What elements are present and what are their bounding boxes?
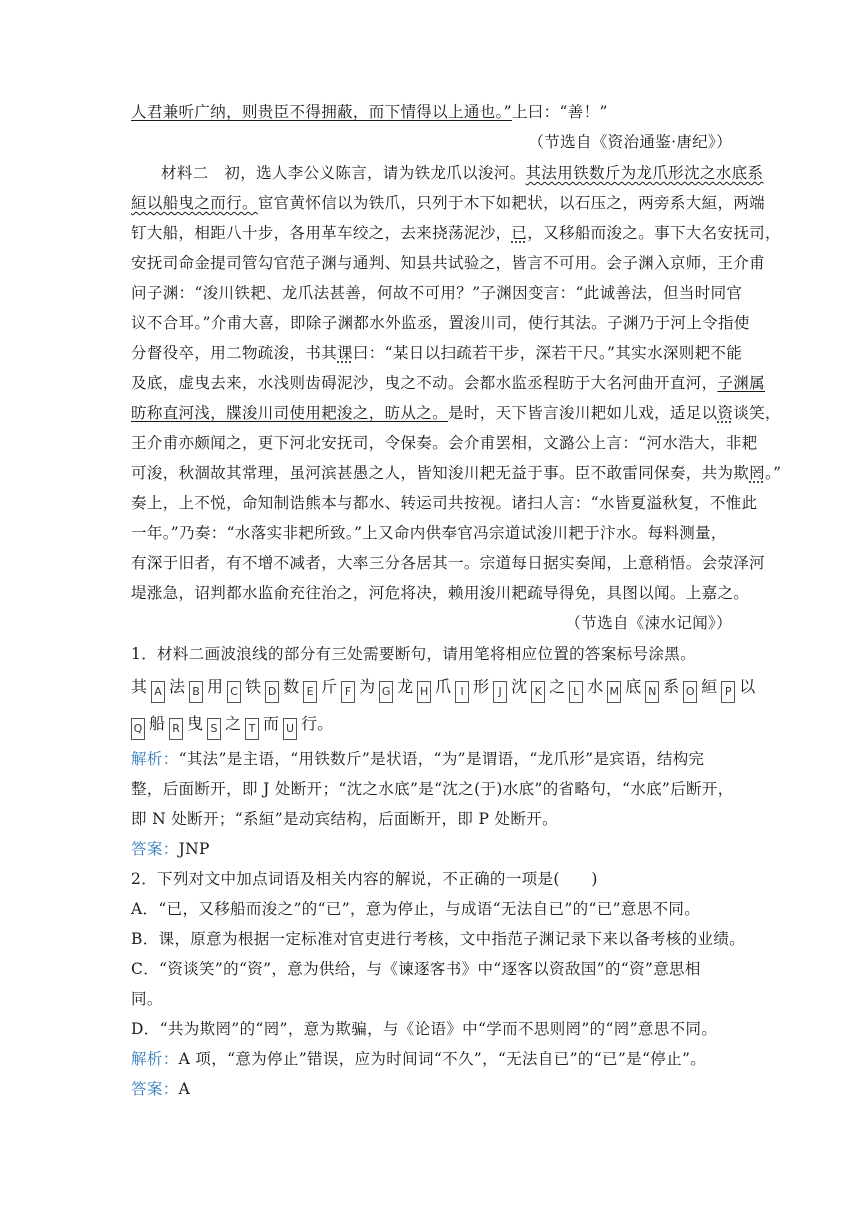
text-line: 及底，虚曳去来，水浅则齿碍泥沙，曳之不动。会都水监丞程昉于大名河曲开直河，子渊属 [131, 374, 766, 392]
answer-box[interactable]: K [531, 681, 545, 703]
text-line: 奏上，上不悦，命知制诰熊本与都水、转运司共按视。诸扫人言：“水皆夏溢秋复，不惟此 [131, 494, 758, 512]
option-a: A．“已，又移船而浚之”的“已”，意为停止，与成语“无法自已”的“已”意思不同。 [131, 900, 701, 918]
sentence-char: 船 [149, 714, 166, 733]
analysis-line: 解析：“其法”是主语，“用铁数斤”是状语，“为”是谓语，“龙爪形”是宾语，结构完 [131, 750, 705, 768]
sentence-char: 铁 [245, 677, 262, 696]
underlined-sentence: 人君兼听广纳，则贵臣不得拥蔽，而下情得以上通也。” [131, 103, 512, 121]
text-line: 堤涨急，诏判都水监俞充往治之，河危将决，赖用浚川耙疏导得免，具图以闻。上嘉之。 [131, 584, 750, 602]
answer-line: 答案：A [131, 1080, 191, 1098]
sentence-char: 法 [169, 677, 186, 696]
sentence-char: 数 [283, 677, 300, 696]
dotted-word: 罔 [749, 464, 766, 482]
text-line: 钉大船，相距八十步，各用革车绞之，去来挠荡泥沙，已，又移船而浚之。事下大名安抚司， [131, 224, 781, 242]
text-line: 分督役卒，用二物疏浚，书其课曰：“某日以扫疏若干步，深若干尺。”其实水深则耙不能 [131, 344, 743, 362]
answer-box[interactable]: I [455, 681, 469, 703]
sentence-char: 为 [359, 677, 376, 696]
sentence-char: 水 [587, 677, 604, 696]
sentence-char: 曳 [187, 714, 204, 733]
analysis-line: 整，后面断开，即 J 处断开；“沈之水底”是“沈之(于)水底”的省略句，“水底”后断开， [131, 780, 734, 798]
option-c-cont: 同。 [131, 990, 163, 1008]
answer-box[interactable]: Q [131, 718, 145, 740]
sentence-char: 之 [225, 714, 242, 733]
sentence-char: 斤 [321, 677, 338, 696]
answer-box[interactable]: R [169, 718, 183, 740]
sentence-char: 形 [473, 677, 490, 696]
dotted-word: 资 [717, 404, 734, 422]
answer-box-row-1 [131, 673, 755, 703]
answer-box[interactable]: E [303, 681, 317, 703]
wavy-underlined-text: 絙以船曳之而行。 [131, 194, 258, 212]
dotted-word: 已 [511, 224, 528, 242]
sentence-char: 用 [207, 677, 224, 696]
question-2-stem: 2．下列对文中加点词语及相关内容的解说，不正确的一项是( ) [131, 870, 598, 888]
source-note: （节选自《涑水记闻》） [565, 614, 732, 632]
analysis-line: 解析：A 项，“意为停止”错误，应为时间词“不久”，“无法自已”的“已”是“停止”。 [131, 1050, 707, 1068]
answer-box[interactable]: G [379, 681, 393, 703]
answer-box[interactable]: M [607, 681, 621, 703]
text-line: 昉称直河浅，牒浚川司使用耙浚之，昉从之。是时，天下皆言浚川耙如儿戏，适足以资谈笑， [131, 404, 781, 422]
answer-box[interactable]: C [227, 681, 241, 703]
answer-box[interactable]: P [721, 681, 735, 703]
answer-box[interactable]: D [265, 681, 279, 703]
sentence-char: 其 [131, 677, 148, 696]
answer-box[interactable]: O [683, 681, 697, 703]
sentence-char: 沈 [511, 677, 528, 696]
analysis-label: 解析： [131, 750, 179, 768]
answer-box[interactable]: A [151, 681, 165, 703]
sentence-char: 行。 [301, 714, 334, 733]
sentence-char: 底 [625, 677, 642, 696]
answer-box[interactable]: T [245, 718, 259, 740]
text-line: 有深于旧者，有不增不减者，大率三分各居其一。宗道每日据实奏闻，上意稍悟。会荥泽河 [131, 554, 766, 572]
analysis-line: 即 N 处断开；“系絙”是动宾结构，后面断开，即 P 处断开。 [131, 810, 558, 828]
wavy-underlined-text: 其法用铁数斤为龙爪形沈之水底系 [525, 164, 764, 182]
sentence-char: 以 [739, 677, 756, 696]
source-note: （节选自《资治通鉴·唐纪》） [528, 133, 732, 151]
answer-box[interactable]: N [645, 681, 659, 703]
sentence-char: 之 [549, 677, 566, 696]
text-line: 絙以船曳之而行。宦官黄怀信以为铁爪，只列于木下如耙状，以石压之，两旁系大絙，两端 [131, 194, 766, 212]
option-b: B．课，原意为根据一定标准对官吏进行考核，文中指范子渊记录下来以备考核的业绩。 [131, 930, 746, 948]
answer-box[interactable]: F [341, 681, 355, 703]
text-line: 人君兼听广纳，则贵臣不得拥蔽，而下情得以上通也。”上曰：“善！” [131, 103, 608, 121]
answer-box[interactable]: L [569, 681, 583, 703]
text-line: 可浚，秋涸故其常理，虽河滨甚愚之人，皆知浚川耙无益于事。臣不敢雷同保奏，共为欺罔。” [131, 464, 782, 482]
sentence-char: 而 [263, 714, 280, 733]
answer-box[interactable]: U [283, 718, 297, 740]
answer-box[interactable]: S [207, 718, 221, 740]
sentence-char: 爪 [435, 677, 452, 696]
text-line: 问子渊：“浚川铁耙、龙爪法甚善，何故不可用？”子渊因变言：“此诚善法，但当时同官 [131, 284, 743, 302]
text-line: 王介甫亦颇闻之，更下河北安抚司，令保奏。会介甫罢相，文潞公上言：“河水浩大，非耙 [131, 434, 758, 452]
option-d: D．“共为欺罔”的“罔”，意为欺骗，与《论语》中“学而不思则罔”的“罔”意思不同。 [131, 1020, 718, 1038]
answer-box[interactable]: B [189, 681, 203, 703]
analysis-label: 解析： [131, 1050, 179, 1068]
sentence-char: 龙 [397, 677, 414, 696]
answer-box[interactable]: J [493, 681, 507, 703]
dotted-word: 课 [337, 344, 353, 362]
answer-box[interactable]: H [417, 681, 431, 703]
paragraph-start: 材料二 初，选人李公义陈言，请为铁龙爪以浚河。其法用铁数斤为龙爪形沈之水底系 [161, 164, 764, 182]
text-line: 安抚司命金提司管勾官范子渊与通判、知县共试验之，皆言不可用。会子渊入京师，王介甫 [131, 254, 766, 272]
answer-label: 答案： [131, 840, 179, 858]
sentence-char: 系 [663, 677, 680, 696]
question-1-stem: 1．材料二画波浪线的部分有三处需要断句，请用笔将相应位置的答案标号涂黑。 [131, 645, 696, 663]
answer-box-row-2 [131, 710, 333, 740]
underlined-sentence: 子渊属 [717, 374, 766, 392]
text-line: 一年。”乃奏：“水落实非耙所致。”上又命内供奉官冯宗道试浚川耙于汴水。每料测量， [131, 524, 727, 542]
underlined-sentence: 昉称直河浅，牒浚川司使用耙浚之，昉从之。 [131, 404, 449, 422]
sentence-char: 絙 [701, 677, 718, 696]
answer-line: 答案：JNP [131, 840, 210, 858]
option-c: C．“资谈笑”的“资”，意为供给，与《谏逐客书》中“逐客以资敌国”的“资”意思相 [131, 960, 701, 978]
answer-label: 答案： [131, 1080, 179, 1098]
text-line: 议不合耳。”介甫大喜，即除子渊都水外监丞，置浚川司，使行其法。子渊乃于河上令指使 [131, 314, 750, 332]
